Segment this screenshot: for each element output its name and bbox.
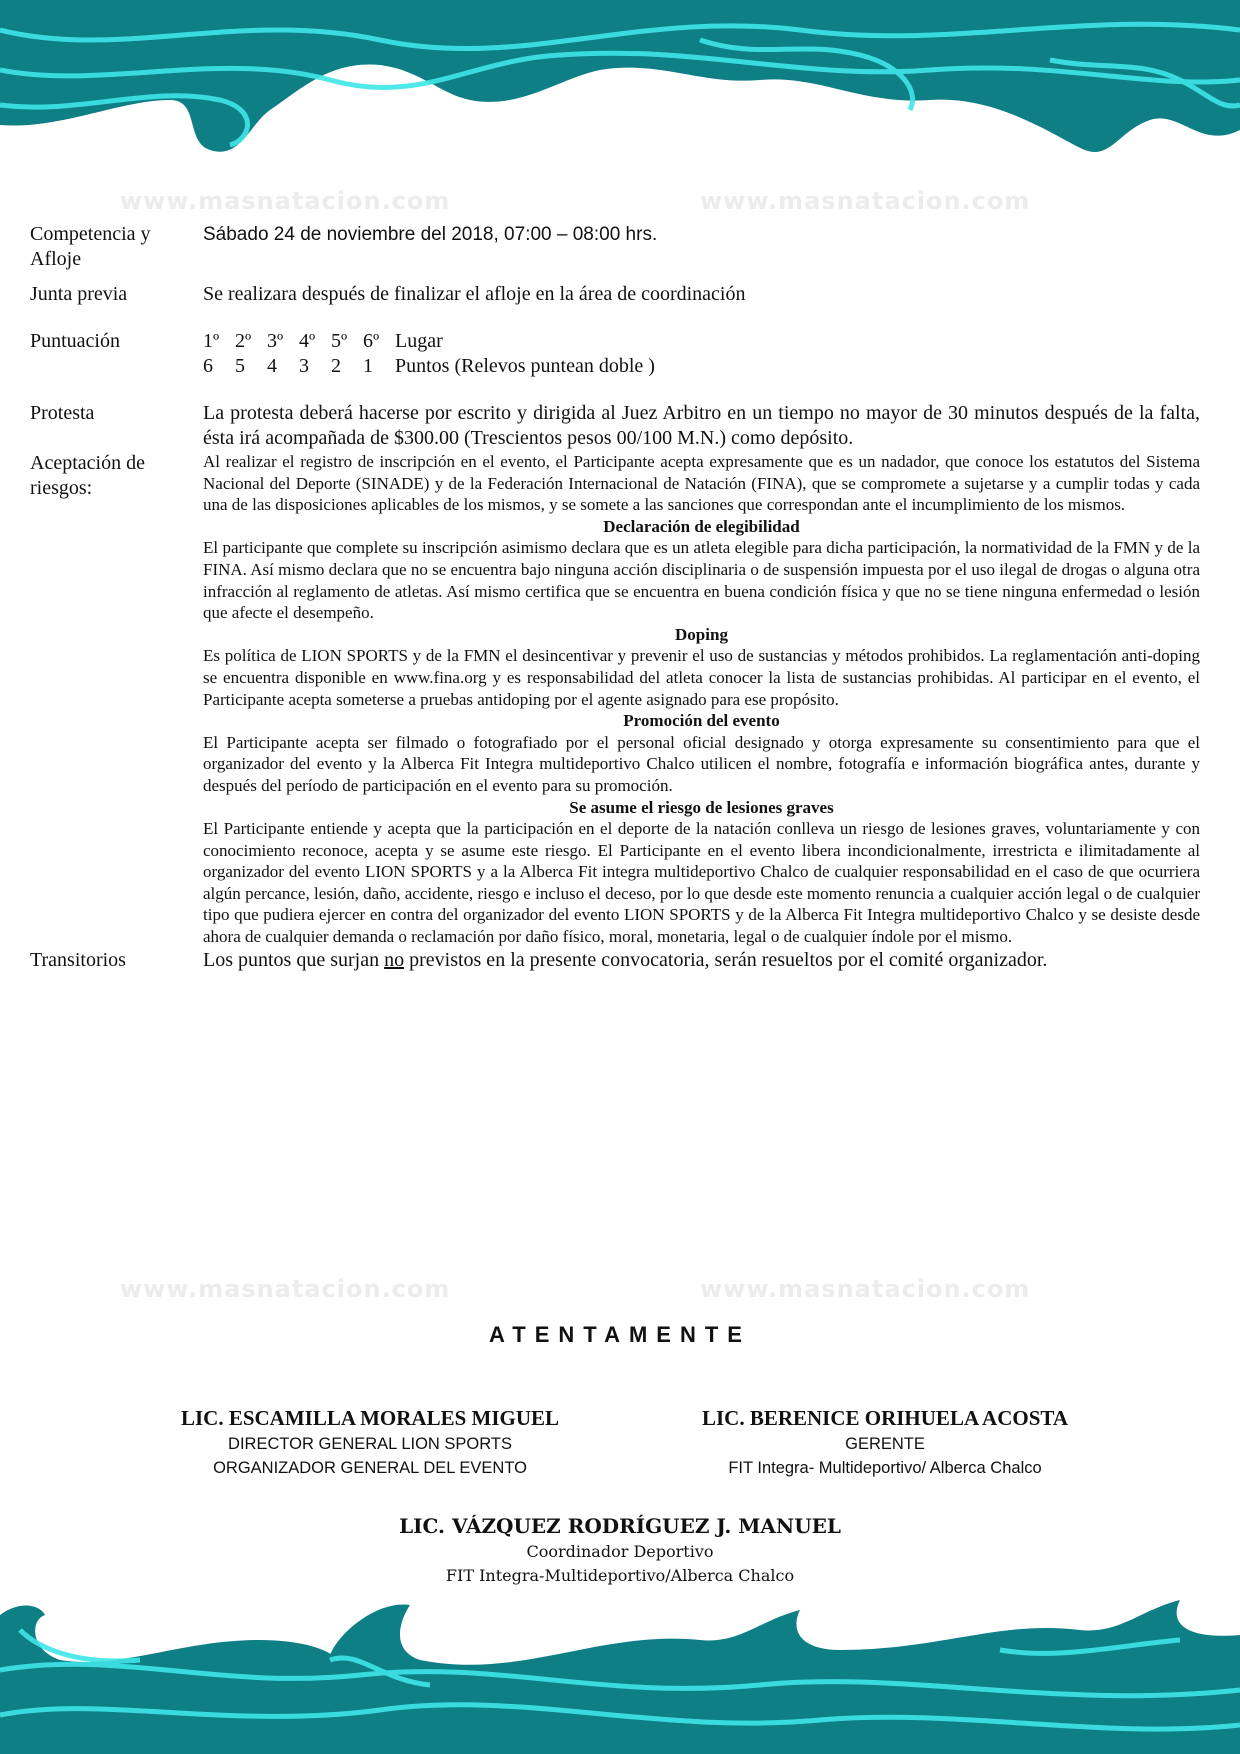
places-row: [203, 329, 1200, 354]
subsection-text: Es política de LION SPORTS y de la FMN el desincentivar y prevenir el uso de sustancias y métodos prohibidos. La reglamentación anti-doping se encuentra disponible en www.fina.org y es responsabilidad del atleta conocer la lista de sustancias prohibidas. Al participar en el evento, el Participante acepta someterse a pruebas antidoping por el agente asignado para ese propósito.: [203, 646, 1200, 709]
signatory-title: GERENTE: [845, 1435, 925, 1453]
spacer: [30, 272, 1200, 282]
section-label: Competencia y Afloje: [30, 223, 151, 270]
signatory-name: LIC. BERENICE ORIHUELA ACOSTA: [701, 1406, 1069, 1430]
points-cell: 1: [363, 355, 373, 377]
points-cell: 6: [203, 355, 213, 377]
place-cell: 6º: [363, 330, 380, 352]
subsection-title: Promoción del evento: [623, 711, 780, 731]
signatory-title: ORGANIZADOR GENERAL DEL EVENTO: [213, 1459, 527, 1477]
subsection-title: Se asume el riesgo de lesiones graves: [569, 797, 834, 817]
signatory-block: [650, 1404, 1120, 1480]
signatory-block: [370, 1512, 870, 1588]
wave-decoration-top: [0, 0, 1240, 185]
watermark: www.masnatacion.com: [120, 187, 451, 215]
watermark: www.masnatacion.com: [700, 187, 1031, 215]
places-label: Lugar: [395, 330, 443, 352]
wave-decoration-bottom: [0, 1590, 1240, 1754]
risk-intro: Al realizar el registro de inscripción en el evento, el Participante acepta expresamente que es un nadador, que conoce los estatutos del Sistema Nacional del Deporte (SINADE) y de la Federación Internacional de Natación (FINA), que se compromete a sujetarse y a cumplir todas y cada una de las disposiciones aplicables de los mismos, y se somete a las sanciones que correspondan ante el incumplimiento de los mismos.: [203, 452, 1200, 515]
section-label: Protesta: [30, 402, 95, 424]
section-aceptacion-riesgos: [30, 451, 1200, 948]
section-text: Sábado 24 de noviembre del 2018, 07:00 – 08:00 hrs.: [203, 224, 658, 245]
section-label: Junta previa: [30, 283, 128, 305]
points-cell: 3: [299, 355, 309, 377]
text-after: previstos en la presente convocatoria, serán resueltos por el comité organizador.: [409, 948, 1048, 971]
underlined-word: no: [384, 948, 405, 971]
section-label: Aceptación de riesgos:: [30, 452, 145, 499]
watermark: www.masnatacion.com: [700, 1275, 1031, 1303]
section-puntuacion: [30, 329, 1200, 379]
signatory-title: FIT Integra- Multideportivo/ Alberca Chalco: [728, 1459, 1042, 1477]
signatory-name: LIC. ESCAMILLA MORALES MIGUEL: [180, 1406, 560, 1430]
subsection-title: Declaración de elegibilidad: [603, 516, 800, 536]
points-cell: 5: [235, 355, 245, 377]
subsection-title: Doping: [675, 624, 728, 644]
section-label: Transitorios: [30, 948, 126, 971]
section-text: La protesta deberá hacerse por escrito y dirigida al Juez Arbitro en un tiempo no mayor de 30 minutos después de la falta, ésta irá acompañada de $300.00 (Trescientos pesos 00/100 M.N.) como depósito.: [203, 402, 1200, 449]
place-cell: 1º: [203, 330, 220, 352]
place-cell: 5º: [331, 330, 348, 352]
scoring-table: [203, 329, 1200, 379]
text-before: Los puntos que surjan: [203, 948, 380, 971]
risk-acceptance-body: [203, 451, 1200, 948]
points-cell: 2: [331, 355, 341, 377]
points-row: [203, 354, 1200, 379]
points-label: Puntos (Relevos puntean doble ): [395, 355, 655, 377]
spacer: [30, 379, 1200, 401]
place-cell: 2º: [235, 330, 252, 352]
section-transitorios: [30, 948, 1200, 973]
place-cell: 4º: [299, 330, 316, 352]
document-body: [30, 222, 1200, 973]
signatory-title: FIT Integra-Multideportivo/Alberca Chalco: [445, 1566, 795, 1585]
closing-salutation: ATENTAMENTE: [489, 1322, 751, 1347]
place-cell: 3º: [267, 330, 284, 352]
signatory-title: Coordinador Deportivo: [526, 1542, 714, 1561]
watermark: www.masnatacion.com: [120, 1275, 451, 1303]
section-text: [203, 948, 1200, 973]
points-cell: 4: [267, 355, 277, 377]
section-competencia: [30, 222, 1200, 272]
spacer: [30, 307, 1200, 329]
section-label: Puntuación: [30, 330, 120, 352]
subsection-text: El Participante acepta ser filmado o fotografiado por el personal oficial designado y otorga expresamente su consentimiento para que el organizador del evento y la Alberca Fit Integra multideportivo Chalco utilicen el nombre, fotografía e información biográfica antes, durante y después del período de participación en el evento para su promoción.: [203, 732, 1200, 795]
section-protesta: [30, 401, 1200, 451]
subsection-text: El participante que complete su inscripción asimismo declara que es un atleta elegible para dicha participación, la normatividad de la FMN y de la FINA. Así mismo declara que no se encuentra bajo ninguna acción disciplinaria o de suspensión impuesta por el uso ilegal de drogas o alguna otra infracción al reglamento de atletas. Así mismo certifica que se encuentra en buena condición física y que no se tiene ninguna enfermedad o lesión que afecte el desempeño.: [203, 538, 1200, 623]
subsection-text: El Participante entiende y acepta que la participación en el deporte de la natación conlleva un riesgo de lesiones graves, voluntariamente y con conocimiento reconoce, acepta y se asume este riesgo. El Participante en el evento libera incondicionalmente, irrestricta e ilimitadamente al organizador del evento LION SPORTS y a la Alberca Fit integra multideportivo Chalco de cualquier responsabilidad en el caso de que ocurriera algún percance, lesión, daño, accidente, riesgo e incluso el deceso, por lo que desde este momento renuncia a cualquier acción legal o de cualquier tipo que pudiera ejercer en contra del organizador del evento LION SPORTS y de la Alberca Fit Integra multideportivo Chalco y se desiste desde ahora de cualquier demanda o reclamación por daño físico, moral, monetaria, legal o de cualquier índole por el mismo.: [203, 819, 1200, 947]
signatory-block: [140, 1404, 600, 1480]
section-text: Se realizara después de finalizar el afloje en la área de coordinación: [203, 283, 746, 305]
signatory-name: LIC. VÁZQUEZ RODRÍGUEZ J. MANUEL: [399, 1514, 841, 1538]
section-junta-previa: [30, 282, 1200, 307]
signatory-title: DIRECTOR GENERAL LION SPORTS: [228, 1435, 512, 1453]
